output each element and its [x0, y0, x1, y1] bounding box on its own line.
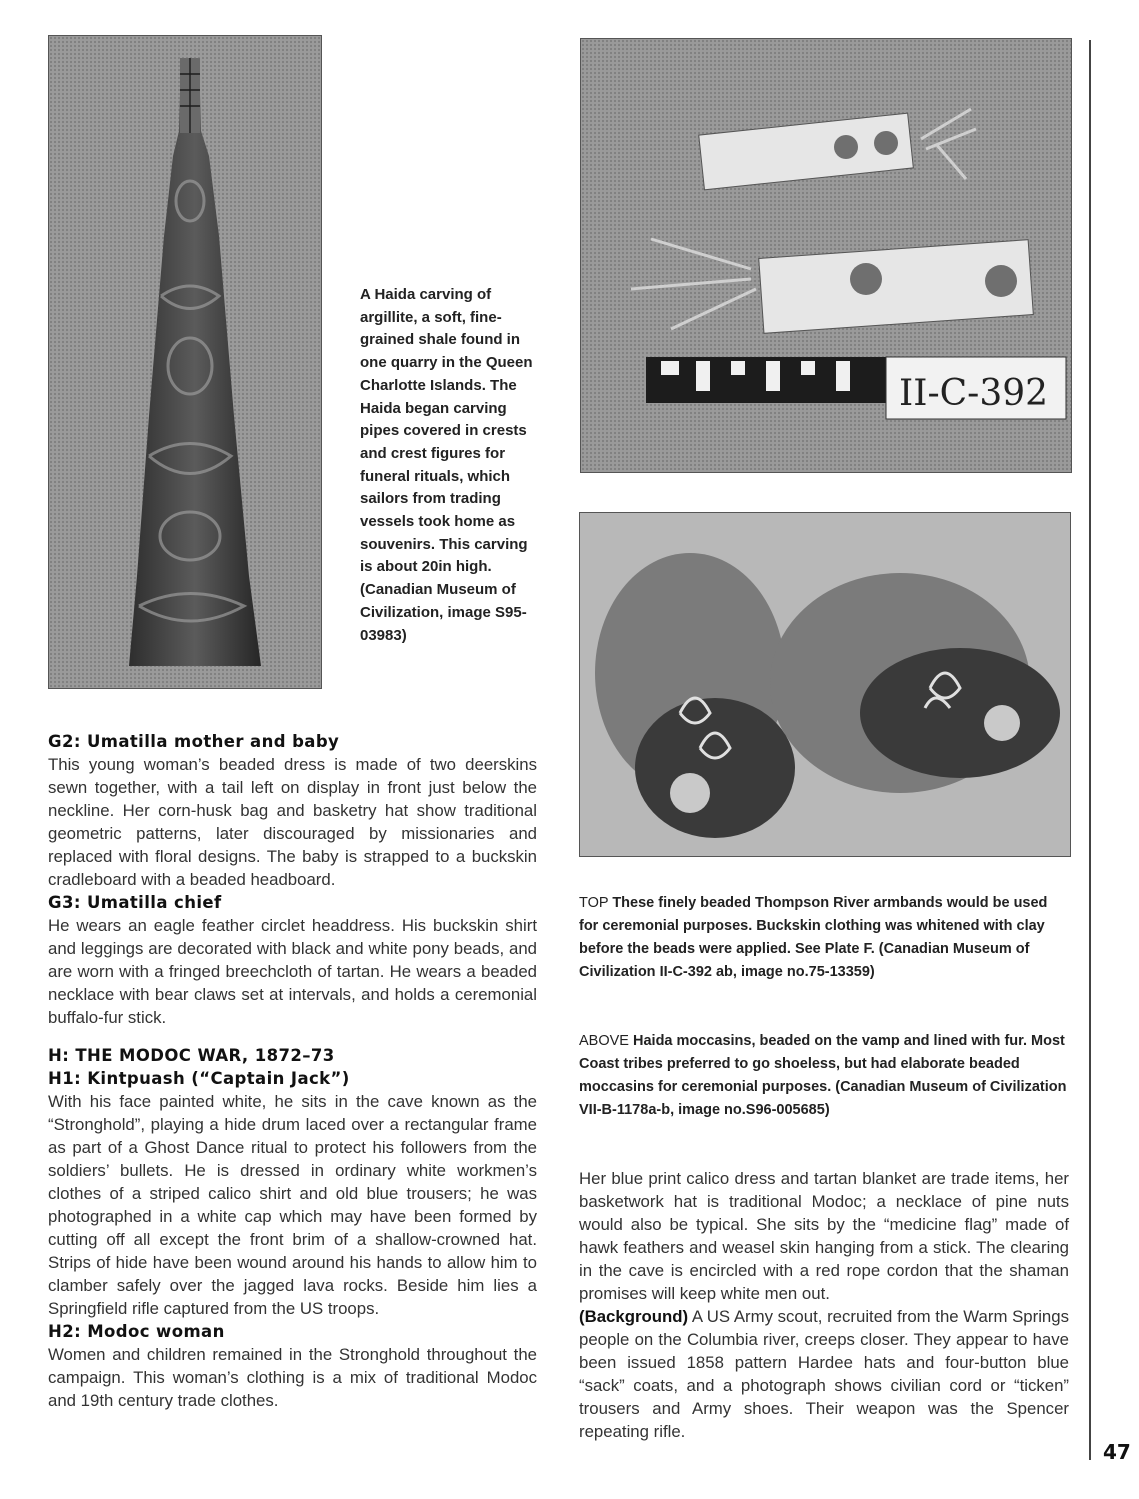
h1-text: With his face painted white, he sits in the cave known as the “Stronghold”, playing a hide drum laced over a rectangular frame as part of a Ghost Dance ritual to protect his followers from the soldiers’ bullets. He is dressed in ordinary white workmen’s clothes of a striped calico shirt and old blue trousers; he was photographed in a white cap which may have been formed by cutting off all except the front brim of a shallow-crowned hat. Strips of hide have been wound around his hands to allow him to clamber safely over the jagged lava rocks. Beside him lies a Springfield rifle captured from the US troops. [48, 1092, 537, 1318]
g2-text: This young woman’s beaded dress is made of two deerskins sewn together, with a tail left on display in front just below the neckline. Her corn-husk bag and basketry hat show traditional geometric patterns, later discouraged by missionaries and replaced with floral designs. The baby is strapped to a buckskin cradleboard with a beaded headboard. [48, 755, 537, 889]
carving-caption: A Haida carving of argillite, a soft, fine-grained shale found in one quarry in the Queen Charlotte Islands. The Haida began carving pipes covered in crests and crest figures for funeral rituals, which sailors from trading vessels took home as souvenirs. This carving is about 20in high. (Canadian Museum of Civilization, image S95-03983) [360, 286, 533, 644]
g2-heading: G2: Umatilla mother and baby [48, 732, 340, 751]
background-paragraph [579, 1305, 1069, 1443]
caption-top-label: TOP [579, 895, 609, 911]
armband-image [581, 39, 1071, 472]
right-column [579, 1167, 1069, 1443]
armband-caption [579, 892, 1069, 984]
background-text: A US Army scout, recruited from the Warm Springs people on the Columbia river, creeps closer. They appear to have been issued 1858 pattern Hardee hats and four-button blue “sack” coats, and a photograph shows civilian cord or “ticken” trousers and Army shoes. Their weapon was the Spencer repeating rifle. [579, 1307, 1069, 1441]
armband-photo [580, 38, 1072, 473]
h2-heading: H2: Modoc woman [48, 1322, 225, 1341]
h2-text: Women and children remained in the Stronghold throughout the campaign. This woman’s clothing is a mix of traditional Modoc and 19th century trade clothes. [48, 1345, 537, 1410]
left-column [48, 730, 537, 1412]
moccasin-image [580, 513, 1070, 856]
continued-text: Her blue print calico dress and tartan blanket are trade items, her basketwork hat is traditional Modoc; a necklace of pine nuts would also be typical. She sits by the “medicine flag” made of hawk feathers and weasel skin hanging from a stick. The clearing in the cave is encircled with a red rope cordon that the shaman promises will keep white men out. [579, 1169, 1069, 1303]
page-number: 47 [1103, 1440, 1131, 1464]
caption-above-label: ABOVE [579, 1033, 629, 1049]
g3-text: He wears an eagle feather circlet headdress. His buckskin shirt and leggings are decorated with black and white pony beads, and are worn with a fringed breechcloth of tartan. He wears a beaded necklace with bear claws set at intervals, and holds a ceremonial buffalo-fur stick. [48, 916, 537, 1027]
caption-above-text: Haida moccasins, beaded on the vamp and lined with fur. Most Coast tribes preferred to go shoeless, but had elaborate beaded moccasins for ceremonial purposes. (Canadian Museum of Civilization VII-B-1178a-b, image no.S96-005685) [579, 1033, 1067, 1118]
page-divider [1089, 40, 1091, 1460]
catalogue-tag: II-C-392 [899, 373, 1049, 414]
g3-heading: G3: Umatilla chief [48, 893, 222, 912]
caption-top-text: These finely beaded Thompson River armbands would be used for ceremonial purposes. Buckskin clothing was whitened with clay before the beads were applied. See Plate F. (Canadian Museum of Civilization II-C-392 ab, image no.75-13359) [579, 895, 1048, 980]
background-label: (Background) [579, 1307, 689, 1326]
h1-heading: H1: Kintpuash (“Captain Jack”) [48, 1069, 350, 1088]
argillite-carving-photo [48, 35, 322, 689]
h-section-heading: H: THE MODOC WAR, 1872–73 [48, 1046, 335, 1065]
argillite-carving-image [49, 36, 321, 688]
moccasin-photo [579, 512, 1071, 857]
moccasin-caption [579, 1030, 1069, 1122]
